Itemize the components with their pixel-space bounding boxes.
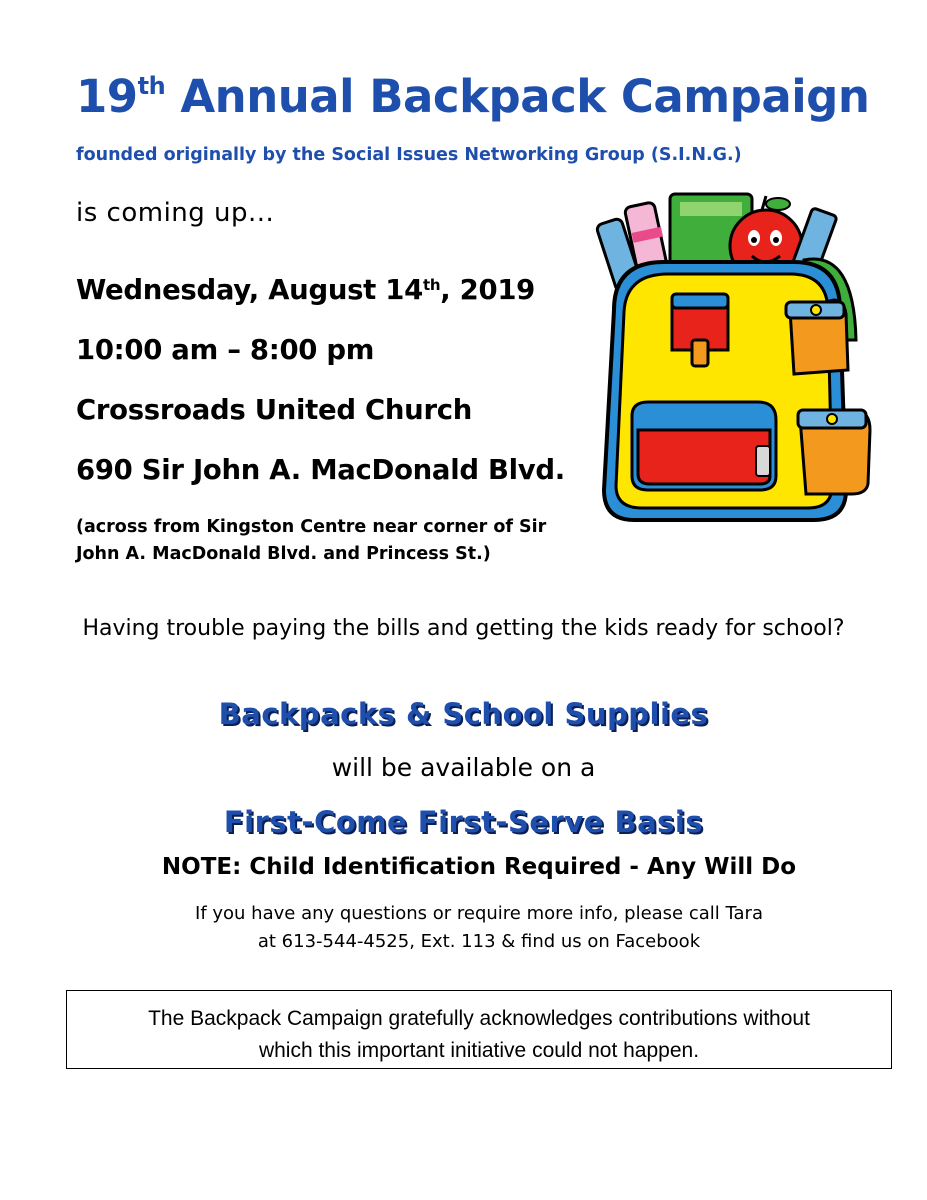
question-text: Having trouble paying the bills and getting the kids ready for school? xyxy=(82,616,845,641)
event-time: 10:00 am – 8:00 pm xyxy=(76,334,375,366)
founder-subtitle: founded originally by the Social Issues Networking Group (S.I.N.G.) xyxy=(76,145,742,165)
intro-text: is coming up... xyxy=(76,198,275,228)
event-address: 690 Sir John A. MacDonald Blvd. xyxy=(76,454,565,486)
contact-line-2: at 613-544-4525, Ext. 113 & find us on Facebook xyxy=(257,931,701,952)
acknowledgement-line-2: which this important initiative could not happen. xyxy=(258,1039,700,1062)
availability-text: will be available on a xyxy=(331,753,596,782)
acknowledgement-box xyxy=(66,990,892,1069)
location-note: (across from Kingston Centre near corner of Sir John A. MacDonald Blvd. and Princess St.) xyxy=(76,517,547,564)
id-requirement-note: NOTE: Child Identification Required - Any Will Do xyxy=(161,854,797,880)
basis-heading: First-Come First-Serve Basis xyxy=(223,805,704,839)
contact-info xyxy=(0,900,927,956)
backpack-illustration xyxy=(594,190,878,530)
contact-line-1: If you have any questions or require more info, please call Tara xyxy=(195,903,763,924)
page-title: 19th Annual Backpack Campaign xyxy=(76,70,870,123)
acknowledgement-line-1: The Backpack Campaign gratefully acknowledges contributions without xyxy=(148,1007,810,1030)
event-venue: Crossroads United Church xyxy=(76,394,472,426)
supplies-heading: Backpacks & School Supplies xyxy=(218,697,709,731)
event-date: Wednesday, August 14th, 2019 xyxy=(76,274,535,306)
